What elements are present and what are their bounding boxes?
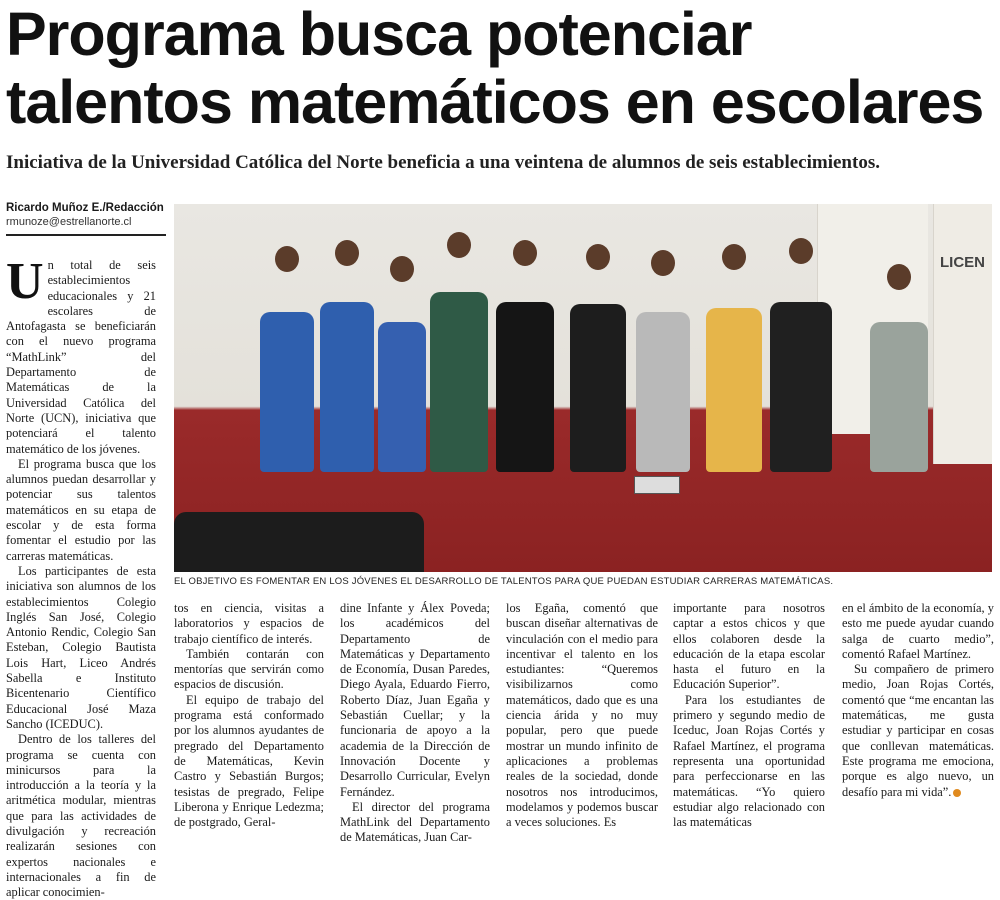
person-silhouette <box>770 302 832 472</box>
foreground-chair <box>174 512 424 572</box>
article-photo <box>174 204 992 572</box>
byline <box>6 201 166 236</box>
author-name: Ricardo Muñoz E./Redacción <box>6 202 164 214</box>
person-silhouette <box>320 302 374 472</box>
head-silhouette <box>651 250 675 276</box>
article-column-4 <box>506 601 658 830</box>
paragraph: El equipo de trabajo del programa está conformado por los alumnos ayudantes de pregrado del Departamento de Matemáticas, Kevin Castro y Sebastián Burgos; tesistas de pregrado, Felipe Liberona y Enrique Ledezma; de postgrado, Geral- <box>174 692 324 830</box>
headline-line-2: talentos matemáticos en escolares <box>6 68 984 136</box>
headline <box>6 0 996 136</box>
subheadline: Iniciativa de la Universidad Católica del Norte beneficia a una veintena de alumnos de seis establecimientos. <box>6 152 880 173</box>
banner-text: LICEN <box>940 254 985 271</box>
paragraph: Para los estudiantes de primero y segundo medio de Iceduc, Joan Rojas Cortés y Rafael Martínez, el programa representa una oportunidad para perfeccionarse en las matemáticas. “Yo quiero estudiar algo relacionado con las matemáticas <box>673 692 825 830</box>
head-silhouette <box>513 240 537 266</box>
paragraph: También contarán con mentorías que servirán como espacios de discusión. <box>174 646 324 692</box>
byline-rule <box>6 234 166 236</box>
paragraph-text: Su compañero de primero medio, Joan Rojas Cortés, comentó que “me encantan las matemáticas, me gusta estudiar y participar en cosas que conllevan matemáticas. Este programa me emociona, porque es algo nuevo, un desafío para mi vida”. <box>842 662 994 799</box>
person-silhouette <box>706 308 762 472</box>
paragraph-text: n total de seis establecimientos educacionales y 21 escolares de Antofagasta se beneficiarán con el nuevo programa “MathLink” del Departamento de Matemáticas de la Universidad Católica del Norte (UCN), iniciativa que potenciará el talento matemático de los jóvenes. <box>6 258 156 456</box>
paragraph: importante para nosotros captar a estos chicos y que ellos colaboren desde la educación de la etapa escolar hasta el futuro en la Educación Superior”. <box>673 601 825 692</box>
article-column-2 <box>174 601 324 830</box>
person-silhouette <box>378 322 426 472</box>
head-silhouette <box>390 256 414 282</box>
person-silhouette <box>570 304 626 472</box>
person-silhouette <box>496 302 554 472</box>
head-silhouette <box>887 264 911 290</box>
article-column-3 <box>340 601 490 846</box>
head-silhouette <box>789 238 813 264</box>
head-silhouette <box>586 244 610 270</box>
head-silhouette <box>447 232 471 258</box>
head-silhouette <box>722 244 746 270</box>
person-silhouette <box>260 312 314 472</box>
end-of-article-icon <box>953 789 961 797</box>
paragraph <box>842 662 994 800</box>
paragraph: El director del programa MathLink del Departamento de Matemáticas, Juan Car- <box>340 799 490 845</box>
photo-caption: EL OBJETIVO ES FOMENTAR EN LOS JÓVENES EL DESARROLLO DE TALENTOS PARA QUE PUEDAN ESTUDIAR CARRERAS MATEMÁTICAS. <box>174 576 834 587</box>
program-banner <box>933 204 992 464</box>
person-silhouette <box>430 292 488 472</box>
paragraph: Dentro de los talleres del programa se cuenta con minicursos para la introducción a la teoría y la aritmética modular, mientras que para las actividades de divulgación y recreación realizarán sesiones con expertos nacionales e internacionales a fin de aplicar conocimien- <box>6 732 156 900</box>
author-email: rmunoze@estrellanorte.cl <box>6 216 132 228</box>
paragraph: Los participantes de esta iniciativa son alumnos de los establecimientos Colegio Inglés San José, Colegio Antonio Rendic, Colegio San Esteban, Colegio Bautista Lois Hart, Liceo Andrés Sabella e Instituto Bicentenario Científico Educacional José Maza Sancho (ICEDUC). <box>6 563 156 731</box>
paragraph: los Egaña, comentó que buscan diseñar alternativas de vinculación con el medio para incentivar el talento en los estudiantes: “Queremos visibilizarnos como matemáticos, dado que es una ciencia árida y no muy popular, pero que puede mostrar un mundo infinito de aplicaciones a problemas reales de la sociedad, donde nosotros nos introducimos, modelamos y podemos buscar a veces soluciones. Es <box>506 601 658 830</box>
floor-tablet <box>634 476 680 494</box>
paragraph: tos en ciencia, visitas a laboratorios y espacios de trabajo científico de interés. <box>174 601 324 646</box>
head-silhouette <box>275 246 299 272</box>
article-column-6 <box>842 601 994 800</box>
drop-cap: U <box>6 253 44 310</box>
person-silhouette <box>636 312 690 472</box>
headline-line-1: Programa busca potenciar <box>6 0 752 68</box>
paragraph <box>6 253 156 457</box>
head-silhouette <box>335 240 359 266</box>
article-column-1 <box>6 253 156 900</box>
article-column-5 <box>673 601 825 830</box>
paragraph: dine Infante y Álex Poveda; los académicos del Departamento de Matemáticas y Departamento de Economía, Dusan Paredes, Diego Ayala, Eduardo Fierro, Roberto Díaz, Juan Egaña y Sebastián Cuellar; y la funcionaria de apoyo a la academia de la Dirección de Innovación Docente y Desarrollo Curricular, Evelyn Fernández. <box>340 601 490 799</box>
person-silhouette <box>870 322 928 472</box>
paragraph: El programa busca que los alumnos puedan desarrollar y potenciar sus talentos matemáticos en su etapa de escolar y de esta forma fomentar el estudio por las carreras matemáticas. <box>6 456 156 563</box>
paragraph: en el ámbito de la economía, y esto me puede ayudar cuando salga de cuarto medio”, comentó Rafael Martínez. <box>842 601 994 661</box>
